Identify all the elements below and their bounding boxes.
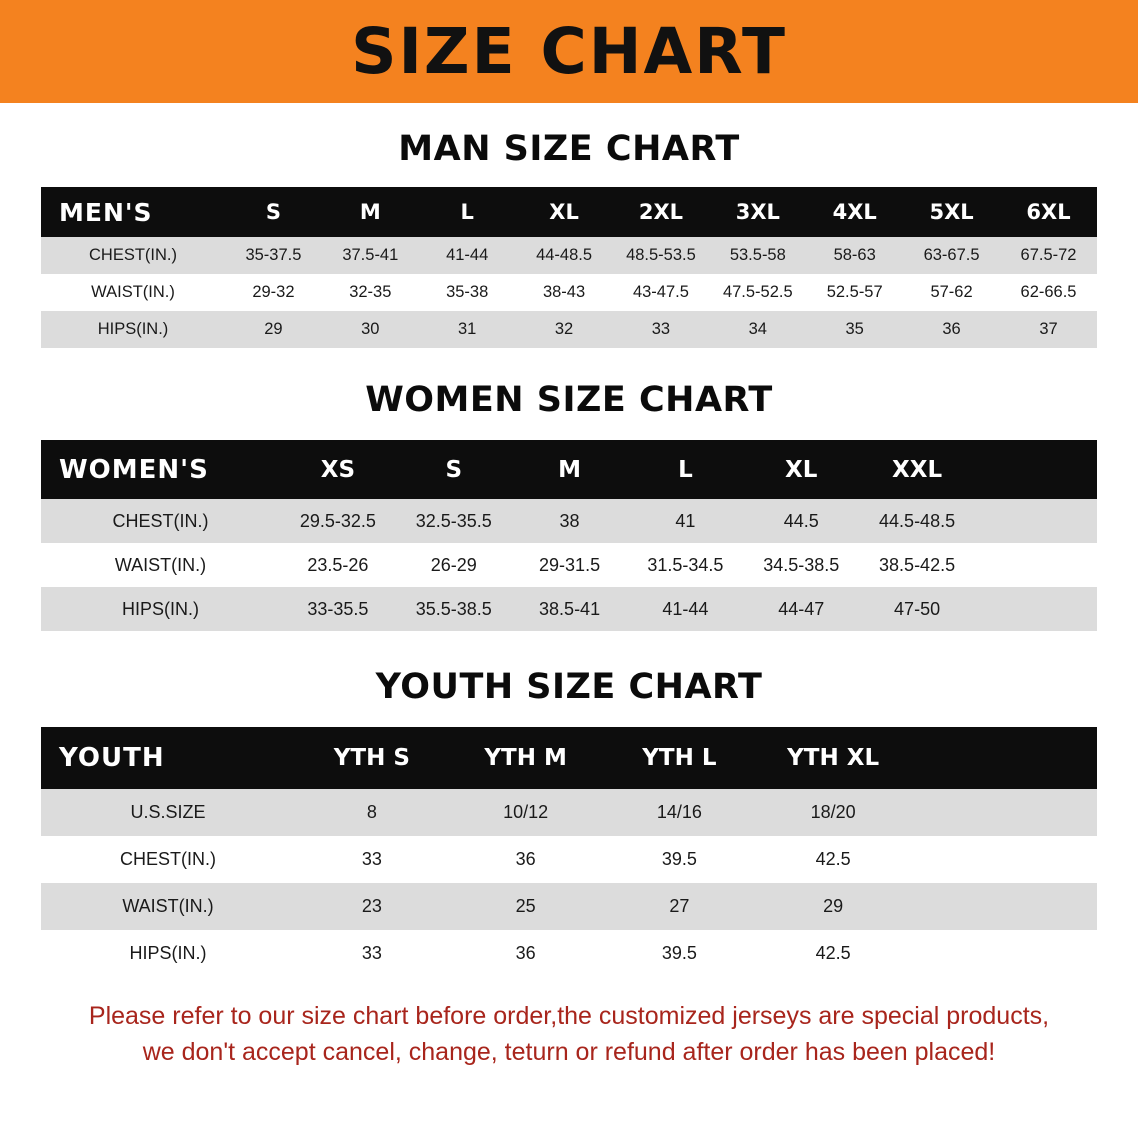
- women-row-0-cell-2: 38: [512, 499, 628, 543]
- women-row-1-cell-2: 29-31.5: [512, 543, 628, 587]
- women-row-2-cell-3: 41-44: [627, 587, 743, 631]
- youth-row-3-cell-3: 42.5: [756, 930, 910, 977]
- man-row-1-label: WAIST(IN.): [41, 274, 225, 311]
- youth-row-1-cell-1: 36: [449, 836, 603, 883]
- man-row-2-cell-5: 34: [709, 311, 806, 348]
- man-row-2-label: HIPS(IN.): [41, 311, 225, 348]
- women-section-title: WOMEN SIZE CHART: [365, 380, 773, 420]
- women-header-cell-spacer: [975, 440, 1097, 499]
- man-header-cell-3: L: [419, 187, 516, 237]
- man-row-2-cell-6: 35: [806, 311, 903, 348]
- women-row-0-cell-5: 44.5-48.5: [859, 499, 975, 543]
- youth-row-0-cell-0: 8: [295, 789, 449, 836]
- table-row: [41, 237, 1097, 274]
- table-header-row: [41, 440, 1097, 499]
- youth-header-cell-2: YTH M: [449, 727, 603, 789]
- man-row-1-cell-3: 38-43: [516, 274, 613, 311]
- table-row: [41, 836, 1097, 883]
- table-row: [41, 883, 1097, 930]
- man-row-1-cell-6: 52.5-57: [806, 274, 903, 311]
- table-row: [41, 543, 1097, 587]
- women-size-table: [41, 440, 1097, 631]
- youth-row-2-cell-2: 27: [603, 883, 757, 930]
- youth-row-0-cell-3: 18/20: [756, 789, 910, 836]
- man-row-0-cell-4: 48.5-53.5: [613, 237, 710, 274]
- youth-header-cell-4: YTH XL: [756, 727, 910, 789]
- youth-row-2-cell-spacer: [910, 883, 1097, 930]
- women-row-1-cell-5: 38.5-42.5: [859, 543, 975, 587]
- man-header-cell-4: XL: [516, 187, 613, 237]
- man-header-cell-9: 6XL: [1000, 187, 1097, 237]
- man-row-0-cell-8: 67.5-72: [1000, 237, 1097, 274]
- youth-header-cell-0: YOUTH: [41, 727, 295, 789]
- man-row-0-cell-6: 58-63: [806, 237, 903, 274]
- man-row-1-cell-2: 35-38: [419, 274, 516, 311]
- youth-section-title: YOUTH SIZE CHART: [375, 667, 763, 707]
- man-header-cell-1: S: [225, 187, 322, 237]
- man-header-cell-6: 3XL: [709, 187, 806, 237]
- man-row-0-cell-0: 35-37.5: [225, 237, 322, 274]
- man-row-1-cell-7: 57-62: [903, 274, 1000, 311]
- youth-row-0-cell-2: 14/16: [603, 789, 757, 836]
- women-row-2-label: HIPS(IN.): [41, 587, 280, 631]
- youth-size-table-wrapper: [41, 727, 1097, 977]
- table-row: [41, 311, 1097, 348]
- man-row-0-cell-1: 37.5-41: [322, 237, 419, 274]
- women-row-2-cell-4: 44-47: [743, 587, 859, 631]
- women-row-0-cell-0: 29.5-32.5: [280, 499, 396, 543]
- women-row-1-cell-3: 31.5-34.5: [627, 543, 743, 587]
- youth-row-1-cell-2: 39.5: [603, 836, 757, 883]
- man-size-table-wrapper: [41, 187, 1097, 348]
- youth-row-1-cell-0: 33: [295, 836, 449, 883]
- man-row-1-cell-8: 62-66.5: [1000, 274, 1097, 311]
- women-row-0-cell-spacer: [975, 499, 1097, 543]
- women-row-0-cell-4: 44.5: [743, 499, 859, 543]
- youth-header-cell-1: YTH S: [295, 727, 449, 789]
- table-row: [41, 587, 1097, 631]
- man-row-2-cell-1: 30: [322, 311, 419, 348]
- man-row-1-cell-1: 32-35: [322, 274, 419, 311]
- man-header-cell-2: M: [322, 187, 419, 237]
- man-row-2-cell-3: 32: [516, 311, 613, 348]
- women-row-1-cell-spacer: [975, 543, 1097, 587]
- man-row-2-cell-0: 29: [225, 311, 322, 348]
- women-header-cell-4: L: [627, 440, 743, 499]
- youth-row-3-label: HIPS(IN.): [41, 930, 295, 977]
- banner-title: SIZE CHART: [351, 15, 787, 88]
- youth-row-1-cell-spacer: [910, 836, 1097, 883]
- youth-header-cell-spacer: [910, 727, 1097, 789]
- women-row-2-cell-spacer: [975, 587, 1097, 631]
- table-header-row: [41, 187, 1097, 237]
- women-row-2-cell-5: 47-50: [859, 587, 975, 631]
- women-size-table-wrapper: [41, 440, 1097, 631]
- disclaimer-note: [39, 999, 1099, 1070]
- women-row-2-cell-1: 35.5-38.5: [396, 587, 512, 631]
- youth-row-0-cell-spacer: [910, 789, 1097, 836]
- youth-row-2-cell-0: 23: [295, 883, 449, 930]
- youth-row-2-cell-1: 25: [449, 883, 603, 930]
- youth-row-3-cell-0: 33: [295, 930, 449, 977]
- women-header-cell-3: M: [512, 440, 628, 499]
- man-size-table: [41, 187, 1097, 348]
- man-row-1-cell-0: 29-32: [225, 274, 322, 311]
- man-row-0-cell-2: 41-44: [419, 237, 516, 274]
- women-row-0-label: CHEST(IN.): [41, 499, 280, 543]
- women-header-cell-2: S: [396, 440, 512, 499]
- youth-row-2-label: WAIST(IN.): [41, 883, 295, 930]
- women-header-cell-5: XL: [743, 440, 859, 499]
- youth-size-table: [41, 727, 1097, 977]
- man-row-2-cell-7: 36: [903, 311, 1000, 348]
- youth-row-1-label: CHEST(IN.): [41, 836, 295, 883]
- disclaimer-note-line-1: Please refer to our size chart before order,the customized jerseys are special products,: [88, 1002, 1050, 1030]
- table-row: [41, 789, 1097, 836]
- youth-row-2-cell-3: 29: [756, 883, 910, 930]
- women-header-cell-1: XS: [280, 440, 396, 499]
- man-row-1-cell-4: 43-47.5: [613, 274, 710, 311]
- man-header-cell-0: MEN'S: [41, 187, 225, 237]
- man-row-1-cell-5: 47.5-52.5: [709, 274, 806, 311]
- man-section-title: MAN SIZE CHART: [398, 129, 740, 169]
- table-header-row: [41, 727, 1097, 789]
- women-row-2-cell-2: 38.5-41: [512, 587, 628, 631]
- women-row-1-cell-1: 26-29: [396, 543, 512, 587]
- women-row-1-cell-0: 23.5-26: [280, 543, 396, 587]
- women-row-0-cell-1: 32.5-35.5: [396, 499, 512, 543]
- youth-header-cell-3: YTH L: [603, 727, 757, 789]
- man-header-cell-7: 4XL: [806, 187, 903, 237]
- man-row-2-cell-2: 31: [419, 311, 516, 348]
- youth-row-3-cell-spacer: [910, 930, 1097, 977]
- man-header-cell-8: 5XL: [903, 187, 1000, 237]
- youth-row-3-cell-2: 39.5: [603, 930, 757, 977]
- man-row-2-cell-8: 37: [1000, 311, 1097, 348]
- disclaimer-note-line-2: we don't accept cancel, change, teturn or refund after order has been placed!: [142, 1037, 996, 1066]
- women-row-1-label: WAIST(IN.): [41, 543, 280, 587]
- man-row-0-cell-7: 63-67.5: [903, 237, 1000, 274]
- women-row-2-cell-0: 33-35.5: [280, 587, 396, 631]
- youth-row-0-cell-1: 10/12: [449, 789, 603, 836]
- youth-row-3-cell-1: 36: [449, 930, 603, 977]
- youth-row-0-label: U.S.SIZE: [41, 789, 295, 836]
- man-row-0-cell-3: 44-48.5: [516, 237, 613, 274]
- table-row: [41, 274, 1097, 311]
- man-row-0-label: CHEST(IN.): [41, 237, 225, 274]
- women-header-cell-0: WOMEN'S: [41, 440, 280, 499]
- man-row-2-cell-4: 33: [613, 311, 710, 348]
- banner: [0, 0, 1138, 103]
- youth-row-1-cell-3: 42.5: [756, 836, 910, 883]
- man-header-cell-5: 2XL: [613, 187, 710, 237]
- women-row-1-cell-4: 34.5-38.5: [743, 543, 859, 587]
- women-row-0-cell-3: 41: [627, 499, 743, 543]
- table-row: [41, 930, 1097, 977]
- table-row: [41, 499, 1097, 543]
- women-header-cell-6: XXL: [859, 440, 975, 499]
- man-row-0-cell-5: 53.5-58: [709, 237, 806, 274]
